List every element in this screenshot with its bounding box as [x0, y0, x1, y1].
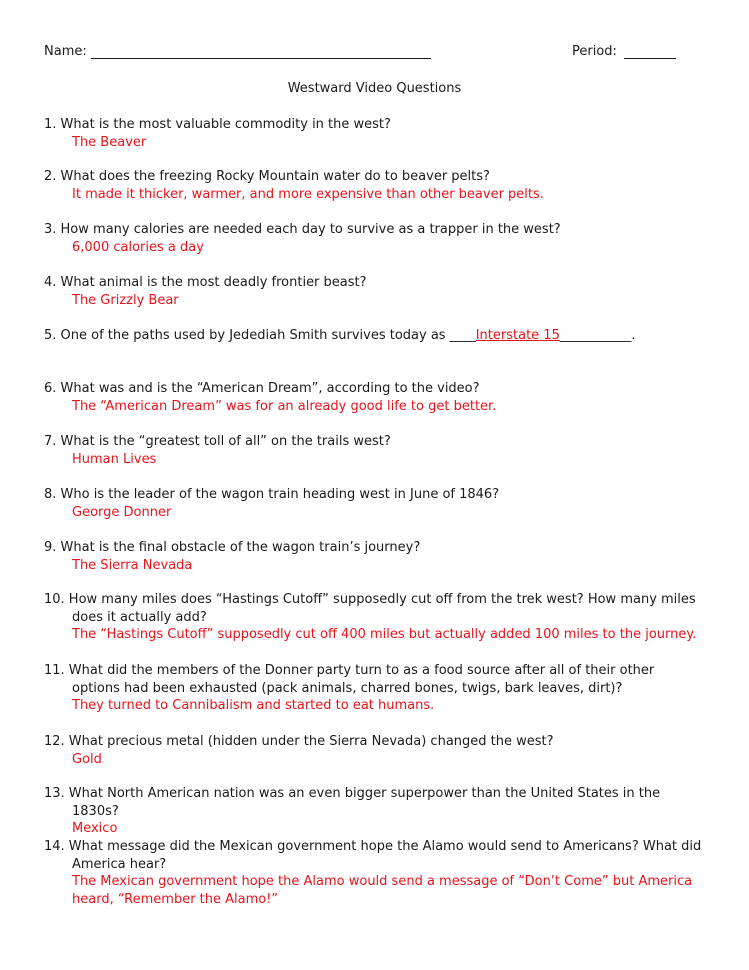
question-8	[44, 486, 704, 521]
question-4	[44, 274, 704, 309]
answer-text: The “Hastings Cutoff” supposedly cut off 400 miles but actually added 100 miles to the journey.	[72, 627, 697, 642]
question-text: 4. What animal is the most deadly frontier beast?	[44, 275, 367, 290]
question-3	[44, 221, 704, 256]
question-text: 9. What is the final obstacle of the wagon train’s journey?	[44, 540, 421, 555]
question-text: 6. What was and is the “American Dream”, according to the video?	[44, 381, 480, 396]
answer-text: Mexico	[72, 821, 118, 836]
answer-text: The Sierra Nevada	[72, 557, 193, 573]
question-text: 8. Who is the leader of the wagon train heading west in June of 1846?	[44, 487, 500, 502]
question-text: 11. What did the members of the Donner party turn to as a food source after all of their other options had been exhausted (pack animals, charred bones, twigs, bark leaves, dirt)?	[44, 663, 655, 696]
name-blank-line	[91, 58, 431, 59]
answer-text: It made it thicker, warmer, and more expensive than other beaver pelts.	[72, 186, 544, 202]
name-label: Name:	[44, 44, 87, 59]
question-text: 12. What precious metal (hidden under the Sierra Nevada) changed the west?	[44, 734, 554, 749]
period-blank-line	[624, 58, 676, 59]
question-2	[44, 168, 704, 203]
answer-text: The Grizzly Bear	[72, 292, 179, 308]
question-text: 14. What message did the Mexican government hope the Alamo would send to Americans? What did America hear?	[44, 839, 702, 872]
header-row	[44, 44, 676, 62]
question-12	[44, 733, 704, 768]
answer-text: George Donner	[72, 504, 172, 520]
question-text: 2. What does the freezing Rocky Mountain water do to beaver pelts?	[44, 169, 490, 184]
question-text: 1. What is the most valuable commodity in the west?	[44, 117, 391, 132]
question-5	[44, 327, 704, 345]
question-14	[44, 838, 704, 908]
question-1	[44, 116, 704, 151]
question-text-before: 5. One of the paths used by Jedediah Smith survives today as ____	[44, 328, 476, 343]
question-6	[44, 380, 704, 415]
question-text: 3. How many calories are needed each day to survive as a trapper in the west?	[44, 222, 561, 237]
question-13	[44, 785, 704, 838]
answer-text: The Mexican government hope the Alamo would send a message of “Don’t Come” but America heard, “Remember the Alamo!”	[72, 874, 693, 907]
question-7	[44, 433, 704, 468]
question-text: 13. What North American nation was an even bigger superpower than the United States in the 1830s?	[44, 786, 661, 819]
question-9	[44, 539, 704, 574]
question-text: 7. What is the “greatest toll of all” on the trails west?	[44, 434, 391, 449]
question-text	[44, 327, 704, 345]
question-text-after: ___________.	[559, 328, 636, 343]
answer-text: The “American Dream” was for an already good life to get better.	[72, 398, 497, 414]
answer-text: Gold	[72, 751, 102, 767]
answer-text: 6,000 calories a day	[72, 239, 204, 255]
answer-text: Human Lives	[72, 451, 157, 467]
period-label: Period:	[572, 44, 617, 59]
answer-text: They turned to Cannibalism and started to eat humans.	[72, 698, 435, 713]
question-10	[44, 591, 704, 644]
question-11	[44, 662, 704, 715]
answer-text: The Beaver	[72, 134, 147, 150]
answer-text: Interstate 15	[475, 328, 560, 343]
page-title: Westward Video Questions	[287, 81, 462, 96]
question-text: 10. How many miles does “Hastings Cutoff” supposedly cut off from the trek west? How many miles does it actually add?	[44, 592, 696, 625]
